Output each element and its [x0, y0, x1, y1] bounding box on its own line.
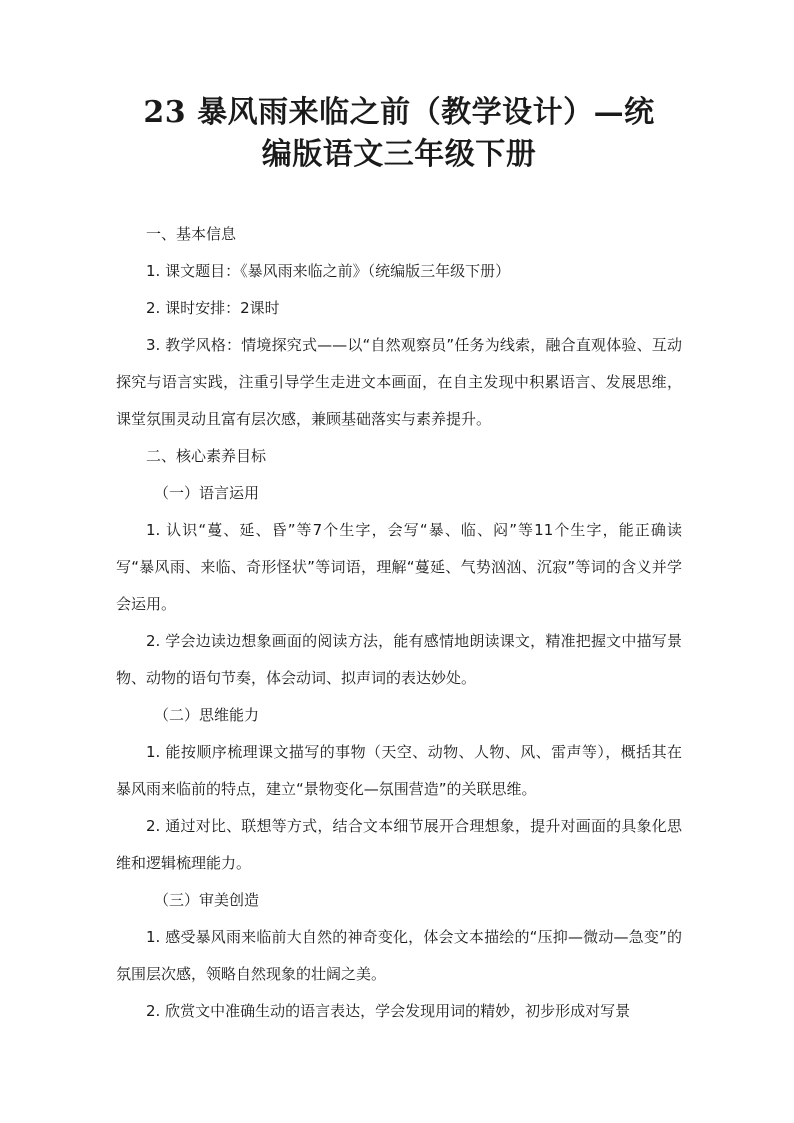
section-heading-core-goals: 二、核心素养目标 — [146, 447, 267, 465]
subheading-thinking-ability: （二）思维能力 — [154, 706, 260, 724]
section-heading-basic-info: 一、基本信息 — [146, 225, 237, 243]
paragraph-aesthetic-item-1: 1. 感受暴风雨来临前大自然的神奇变化，体会文本描绘的“压抑—微动—急变”的氛围层次感，领略自然现象的壮阔之美。 — [116, 928, 682, 983]
paragraph-lesson-title: 1. 课文题目：《暴风雨来临之前》（统编版三年级下册） — [146, 262, 511, 280]
document-title — [116, 92, 682, 176]
paragraph-thinking-item-2: 2. 通过对比、联想等方式，结合文本细节展开合理想象，提升对画面的具象化思维和逻辑梳理能力。 — [116, 817, 682, 872]
subheading-aesthetic-creation: （三）审美创造 — [154, 891, 260, 909]
title-line-1: 23 暴风雨来临之前（教学设计）—统 — [143, 95, 655, 130]
paragraph-language-item-1: 1. 认识“蔓、延、昏”等7个生字，会写“暴、临、闷”等11个生字，能正确读写“暴风雨、来临、奇形怪状”等词语，理解“蔓延、气势汹汹、沉寂”等词的含义并学会运用。 — [116, 521, 682, 613]
paragraph-thinking-item-1: 1. 能按顺序梳理课文描写的事物（天空、动物、人物、风、雷声等），概括其在暴风雨来临前的特点，建立“景物变化—氛围营造”的关联思维。 — [116, 743, 682, 798]
title-line-2: 编版语文三年级下册 — [261, 137, 537, 172]
subheading-language-use: （一）语言运用 — [154, 484, 260, 502]
paragraph-language-item-2: 2. 学会边读边想象画面的阅读方法，能有感情地朗读课文，精准把握文中描写景物、动物的语句节奏，体会动词、拟声词的表达妙处。 — [116, 632, 682, 687]
paragraph-lesson-hours: 2. 课时安排：2课时 — [146, 299, 280, 317]
paragraph-aesthetic-item-2: 2. 欣赏文中准确生动的语言表达，学会发现用词的精妙，初步形成对写景 — [146, 1002, 631, 1020]
paragraph-teaching-style: 3. 教学风格：情境探究式——以“自然观察员”任务为线索，融合直观体验、互动探究与语言实践，注重引导学生走进文本画面，在自主发现中积累语言、发展思维，课堂氛围灵动且富有层次感，兼顾基础落实与素养提升。 — [116, 336, 682, 428]
